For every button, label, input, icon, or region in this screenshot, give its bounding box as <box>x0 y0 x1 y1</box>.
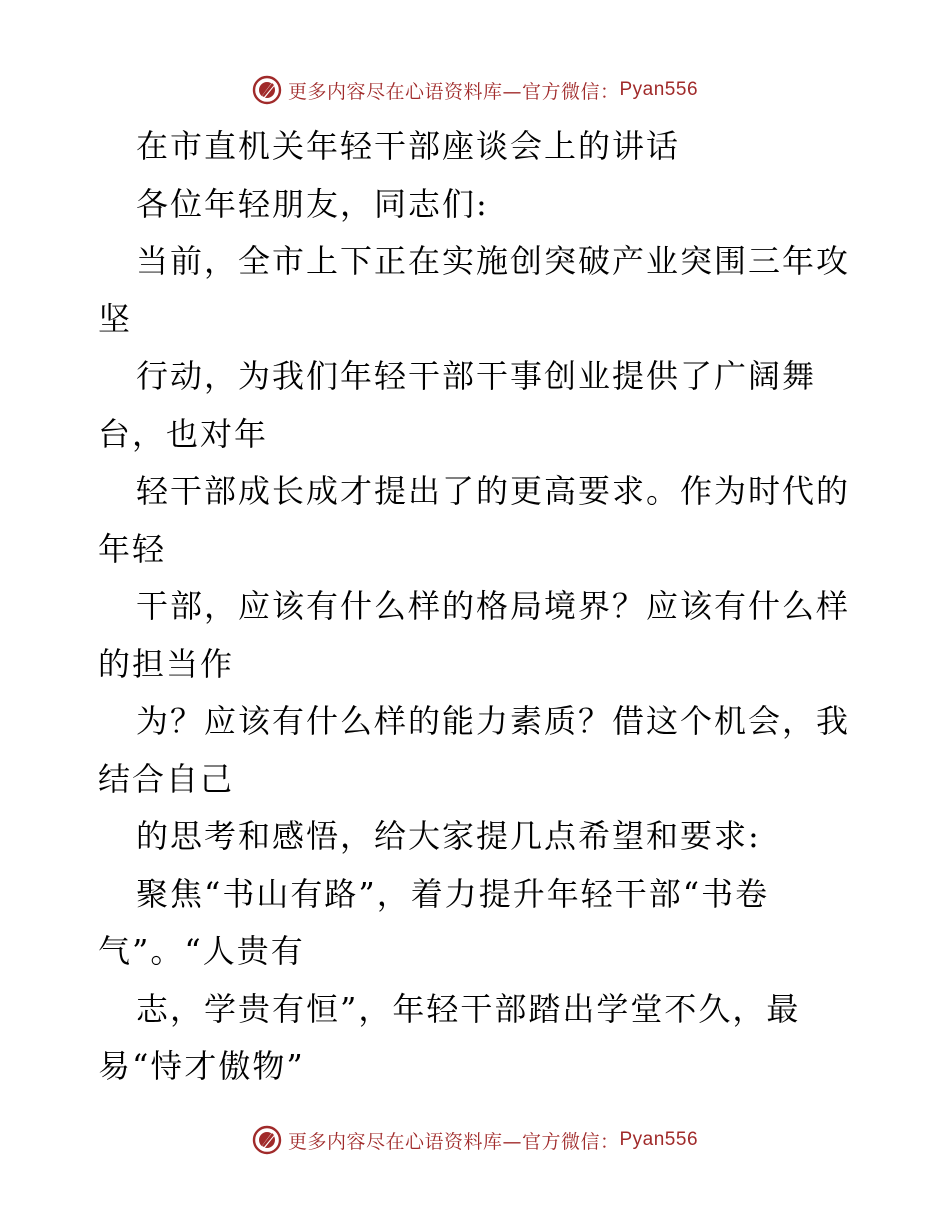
text-line: 在市直机关年轻干部座谈会上的讲话 <box>136 127 681 165</box>
text-line: 干部，应该有什么样的格局境界？应该有什么样 <box>136 587 851 625</box>
text-line: 志，学贵有恒”，年轻干部踏出学堂不久，最 <box>136 989 801 1028</box>
watermark-text: 更多内容尽在心语资料库—官方微信： <box>287 80 620 103</box>
header-watermark <box>0 70 950 110</box>
text-line: 气”。“人贵有 <box>98 932 305 970</box>
text-line: 各位年轻朋友，同志们: <box>136 184 489 223</box>
text-line: 的思考和感悟，给大家提几点希望和要求: <box>136 817 761 855</box>
text-line: 当前，全市上下正在实施创突破产业突围三年攻 <box>136 242 851 280</box>
text-line: 结合自己 <box>98 759 235 798</box>
text-line: 易“恃才傲物” <box>98 1047 305 1085</box>
pen-logo-icon <box>252 75 282 105</box>
pen-logo-icon <box>252 1125 282 1155</box>
text-line: 坚 <box>98 299 133 338</box>
watermark-handle: Pyan556 <box>619 1129 699 1150</box>
watermark-handle: Pyan556 <box>619 79 699 100</box>
text-line: 行动，为我们年轻干部干事创业提供了广阔舞 <box>136 357 817 395</box>
text-line: 台，也对年 <box>98 414 269 453</box>
text-line: 年轻 <box>98 529 167 568</box>
watermark-text: 更多内容尽在心语资料库—官方微信： <box>287 1130 620 1153</box>
text-line: 聚焦“书山有路”，着力提升年轻干部“书卷 <box>136 874 770 913</box>
footer-watermark <box>0 1120 950 1160</box>
text-line: 为？应该有什么样的能力素质？借这个机会，我 <box>136 702 851 740</box>
text-line: 的担当作 <box>98 644 235 683</box>
document-body <box>98 118 878 1096</box>
text-line: 轻干部成长成才提出了的更高要求。作为时代的 <box>136 472 851 510</box>
